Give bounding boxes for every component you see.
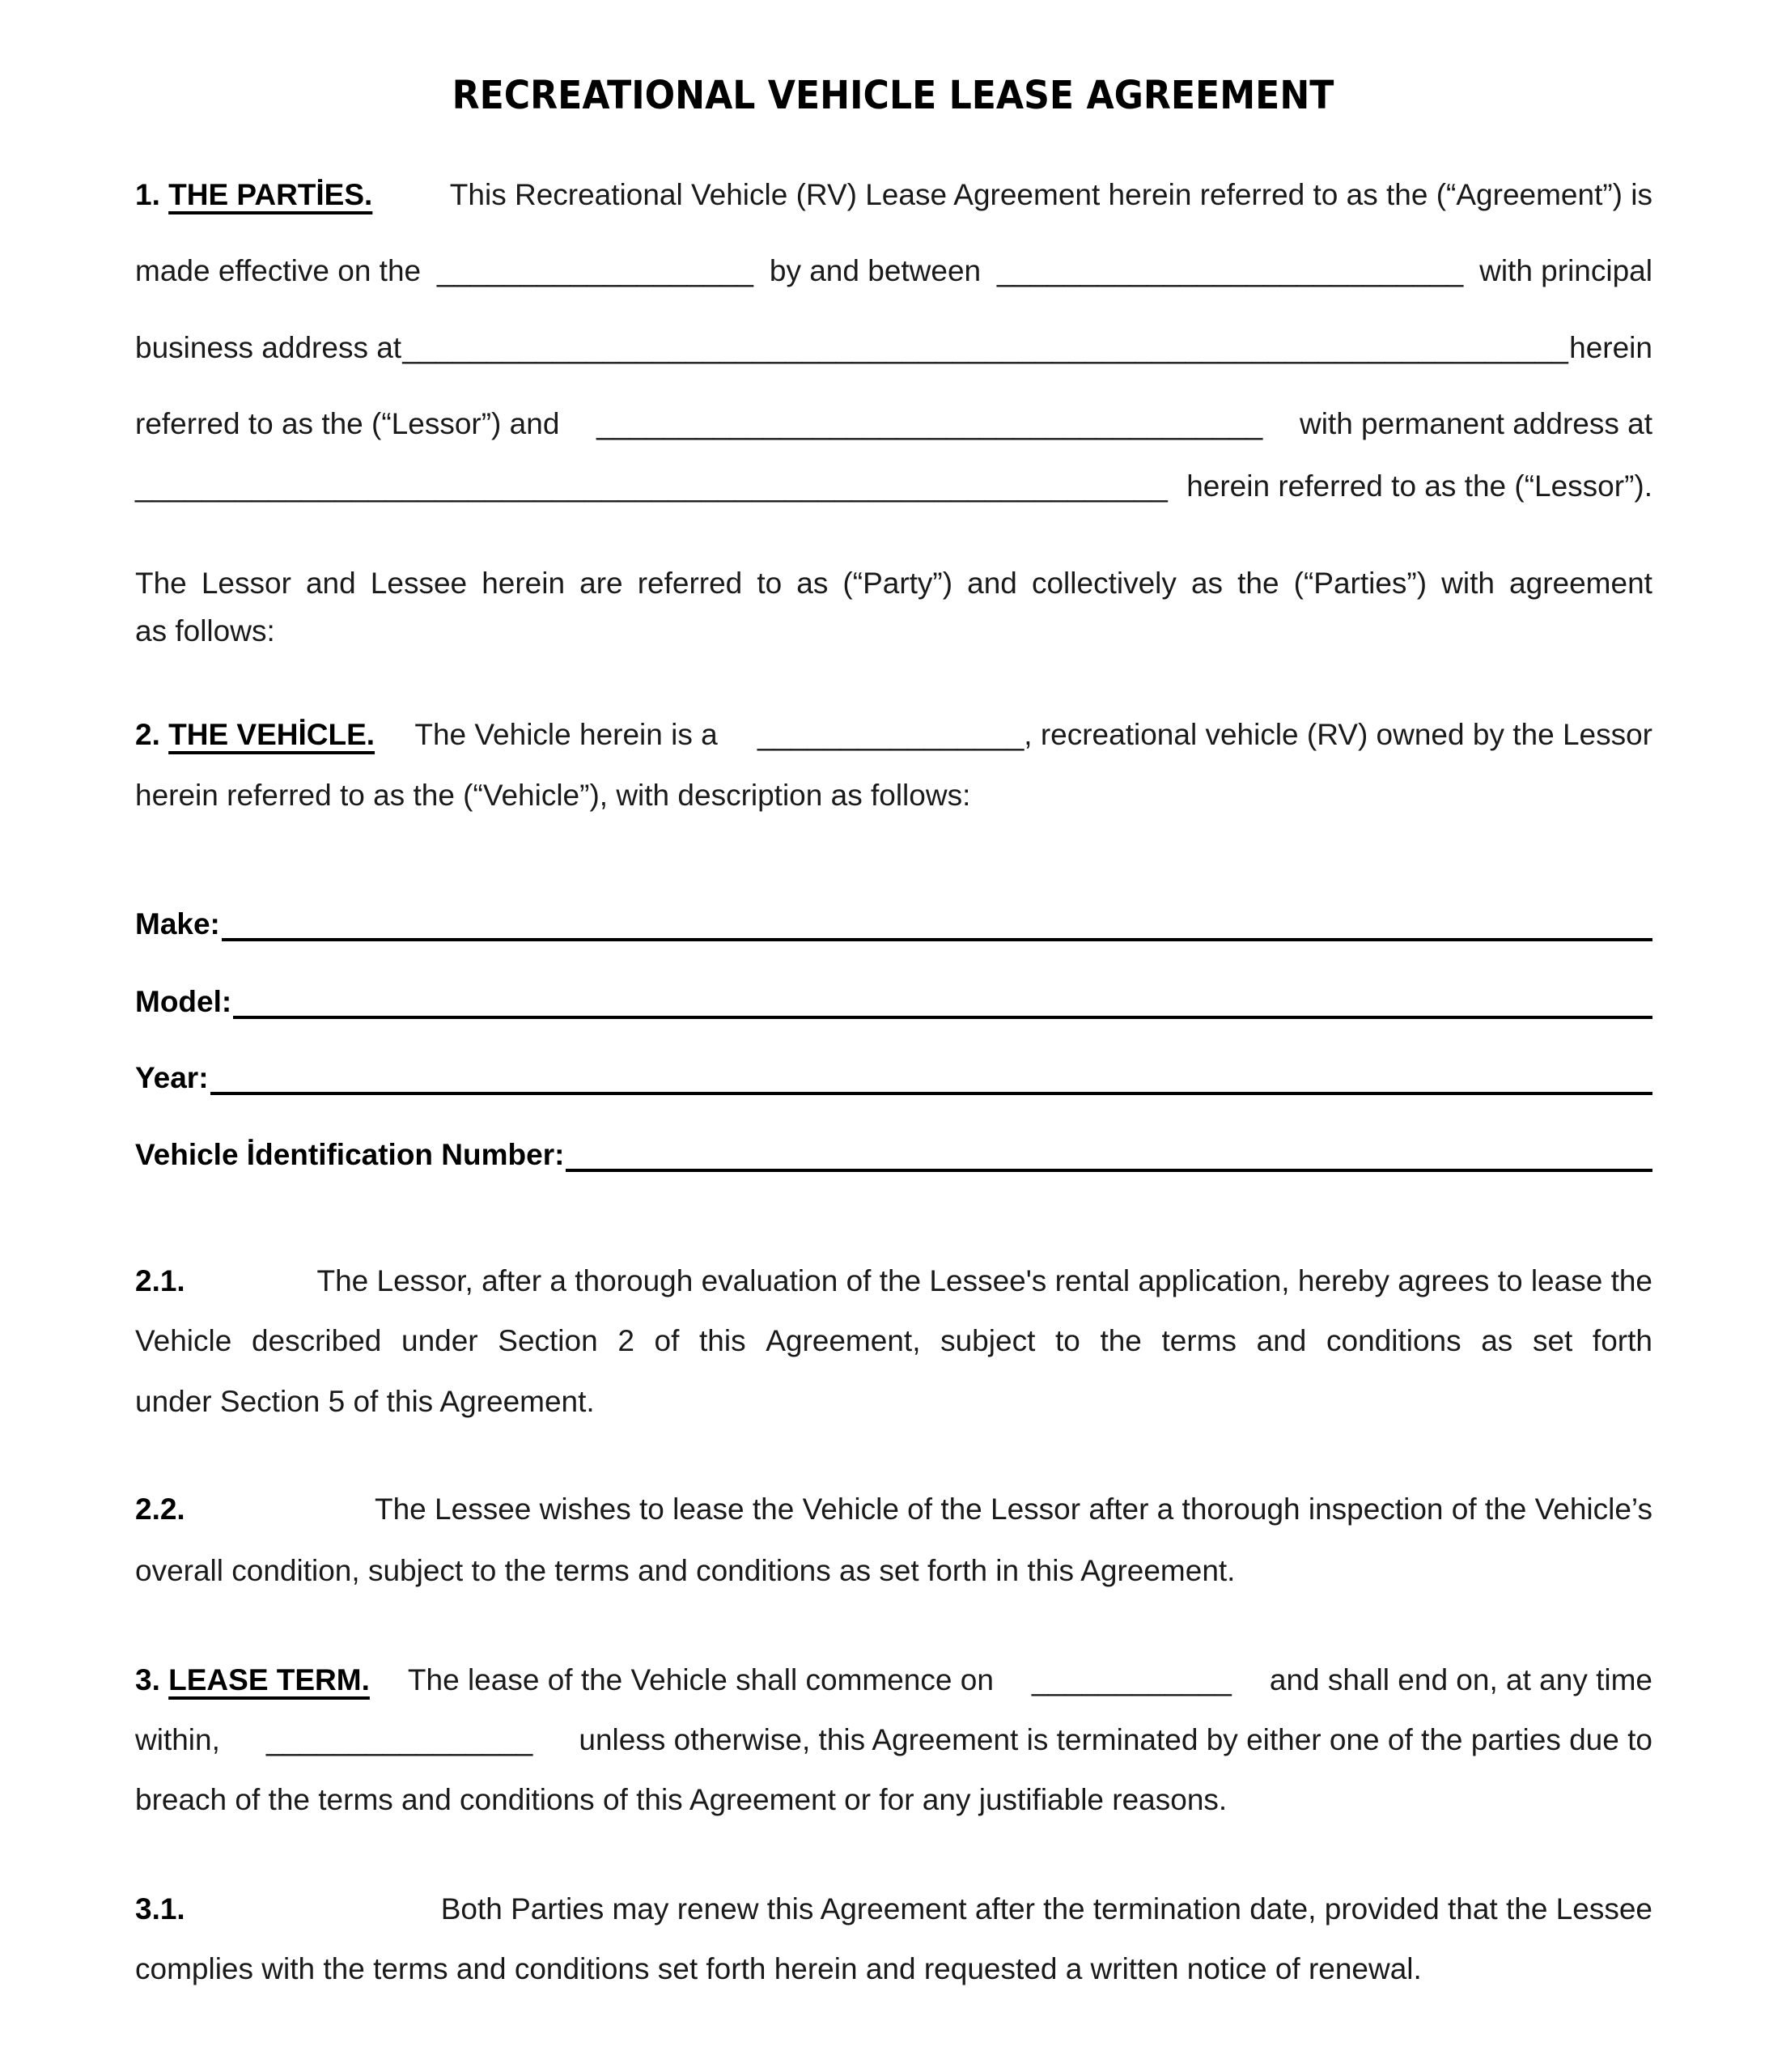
section-1-text-3a: business address at (135, 331, 402, 364)
section-1-heading: THE PARTİES. (168, 178, 373, 211)
section-2-line-2: herein referred to as the (“Vehicle”), with description as follows: (135, 779, 971, 812)
section-3-1-text-1: Both Parties may renew this Agreement after the termination date, provided that the Lessee (440, 1892, 1652, 1926)
section-1-text-3b: herein (1569, 331, 1652, 364)
section-2-1-line-3: under Section 5 of this Agreement. (135, 1385, 595, 1418)
section-1-text-1: This Recreational Vehicle (RV) Lease Agreement herein referred to as the (“Agreement”) is (449, 178, 1652, 211)
section-1-number: 1. (135, 178, 160, 211)
section-3-text-1b: and shall end on, at any time (1269, 1663, 1652, 1696)
section-1-line-4 (135, 405, 1652, 443)
year-field (135, 1055, 1652, 1095)
parties-paragraph-line-2: as follows: (135, 614, 275, 648)
section-2-1-line-2: Vehicle described under Section 2 of this Agreement, subject to the terms and conditions as set forth (135, 1324, 1652, 1357)
effective-date-blank[interactable]: ___________________ (437, 254, 753, 287)
section-2-1-line-1 (135, 1263, 1652, 1300)
section-3-1-line-2: complies with the terms and conditions set forth herein and requested a written notice of renewal. (135, 1952, 1422, 1985)
section-3-1-number: 3.1. (135, 1892, 185, 1926)
section-2-text-1a: The Vehicle herein is a (414, 718, 718, 751)
lessee-name-blank[interactable]: ________________________________________ (596, 407, 1263, 440)
section-1-text-5b: herein referred to as the (“Lessor”). (1186, 469, 1652, 503)
section-3-text-2a: within, (135, 1723, 220, 1756)
section-1-text-4b: with permanent address at (1299, 407, 1652, 440)
vin-field (135, 1132, 1652, 1172)
lessor-address-blank[interactable]: ______________________________________________________________________ (402, 331, 1568, 364)
section-3-text-2b: unless otherwise, this Agreement is terminated by either one of the parties due to (579, 1723, 1652, 1756)
make-field (135, 901, 1652, 941)
lessee-address-blank[interactable]: ______________________________________________________________ (135, 469, 1168, 503)
lessor-name-blank[interactable]: ____________________________ (997, 254, 1464, 287)
section-2-1-number: 2.1. (135, 1264, 185, 1297)
section-2-2-text-1: The Lessee wishes to lease the Vehicle of the Lessor after a thorough inspection of the Vehicle’s (375, 1492, 1652, 1526)
section-2-line-1 (135, 716, 1652, 754)
section-3-text-1a: The lease of the Vehicle shall commence on (407, 1663, 994, 1696)
section-1-line-1 (135, 176, 1652, 214)
year-label: Year: (135, 1061, 209, 1094)
model-label: Model: (135, 985, 232, 1018)
commence-date-blank[interactable]: ____________ (1031, 1663, 1232, 1696)
section-2-2-number: 2.2. (135, 1492, 185, 1526)
section-1-text-2a: made effective on the (135, 254, 422, 287)
make-input-line[interactable] (222, 906, 1652, 941)
section-2-1-text-1: The Lessor, after a thorough evaluation of the Lessee's rental application, hereby agrees to lease the (316, 1264, 1652, 1297)
section-2-2-line-1 (135, 1491, 1652, 1528)
section-1-text-4a: referred to as the (“Lessor”) and (135, 407, 560, 440)
vin-input-line[interactable] (566, 1136, 1652, 1172)
section-2-text-1b: , recreational vehicle (RV) owned by the Lessor (1024, 718, 1652, 751)
model-field (135, 979, 1652, 1019)
section-3-line-1 (135, 1662, 1652, 1699)
section-2-heading: THE VEHİCLE. (168, 718, 375, 751)
section-1-line-2 (135, 253, 1652, 290)
make-label: Make: (135, 907, 220, 940)
section-1-line-3 (135, 329, 1652, 367)
document-title: RECREATIONAL VEHICLE LEASE AGREEMENT (452, 73, 1334, 118)
section-1-text-2b: by and between (769, 254, 982, 287)
section-2-2-line-2: overall condition, subject to the terms and conditions as set forth in this Agreement. (135, 1554, 1236, 1587)
section-2-number: 2. (135, 718, 160, 751)
section-3-line-3: breach of the terms and conditions of this Agreement or for any justifiable reasons. (135, 1783, 1228, 1816)
section-3-number: 3. (135, 1663, 160, 1696)
vehicle-type-blank[interactable]: ________________ (757, 718, 1025, 751)
model-input-line[interactable] (233, 983, 1652, 1019)
term-end-blank[interactable]: ________________ (266, 1723, 533, 1756)
section-3-1-line-1 (135, 1891, 1652, 1928)
parties-paragraph-line-1: The Lessor and Lessee herein are referred to as (“Party”) and collectively as the (“Parties”) with agreement (135, 567, 1652, 600)
section-3-heading: LEASE TERM. (168, 1663, 370, 1696)
section-3-line-2 (135, 1722, 1652, 1759)
section-1-line-5 (135, 468, 1652, 505)
section-1-text-2c: with principal (1479, 254, 1652, 287)
year-input-line[interactable] (210, 1059, 1652, 1095)
vin-label: Vehicle İdentification Number: (135, 1138, 565, 1171)
